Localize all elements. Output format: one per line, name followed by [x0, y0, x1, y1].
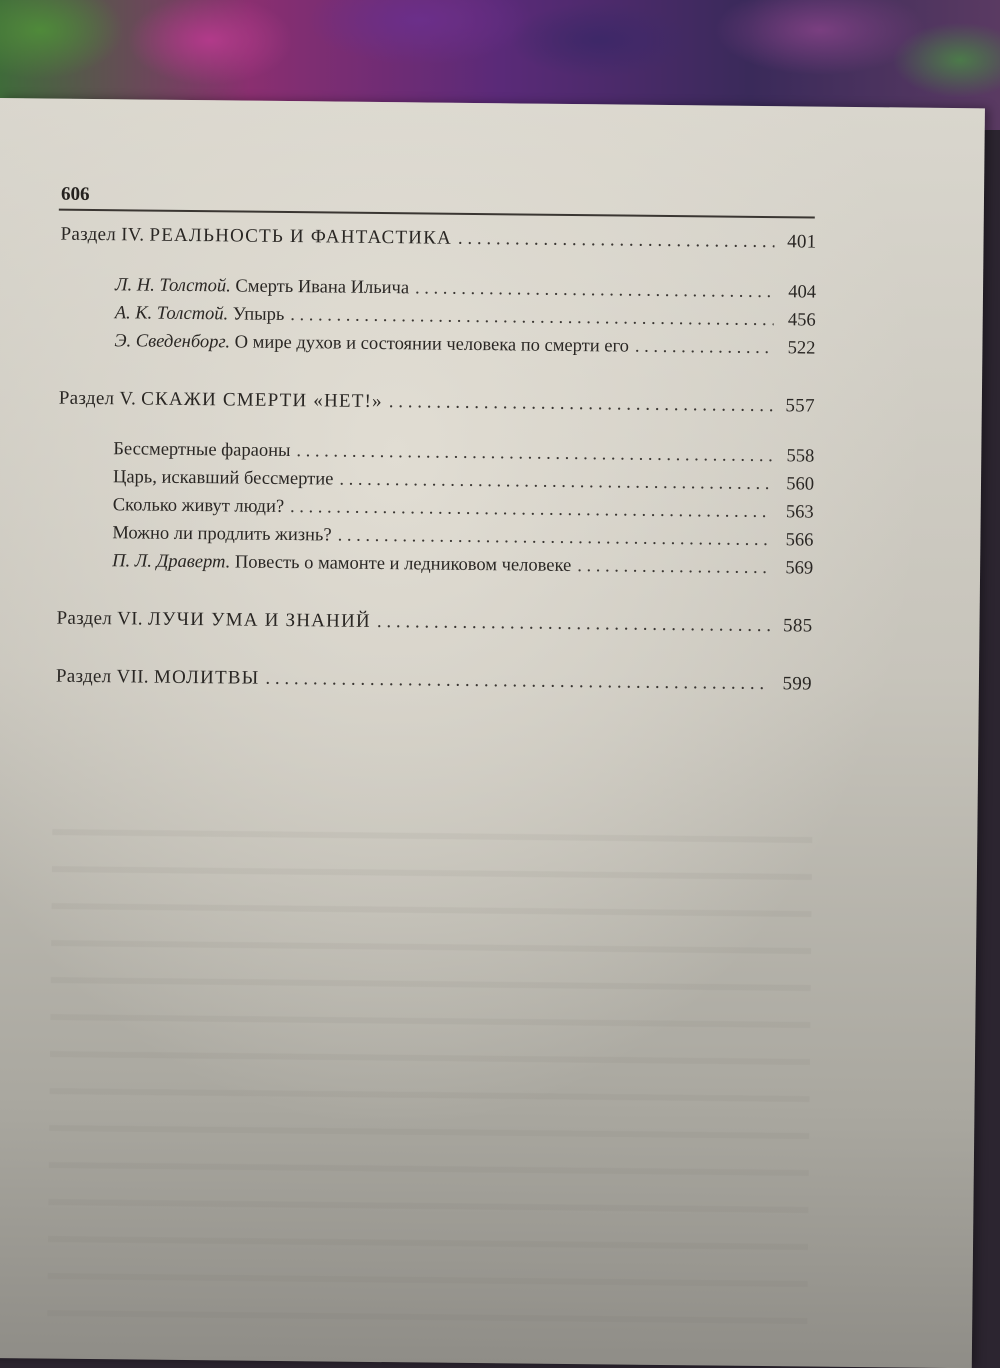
section-page: 401	[787, 231, 817, 253]
entry-author: Э. Сведенборг.	[114, 331, 231, 353]
section-label: Раздел IV.	[60, 223, 145, 246]
book-page	[0, 98, 985, 1368]
section-page: 585	[783, 615, 813, 637]
section-label: Раздел VII.	[55, 665, 149, 688]
entry-page: 569	[785, 558, 814, 579]
entry-author: А. К. Толстой.	[114, 303, 229, 325]
leader-dots	[337, 522, 771, 555]
section-page: 557	[785, 395, 815, 417]
section-page: 599	[782, 673, 813, 695]
entry-author: Л. Н. Толстой.	[114, 275, 231, 297]
entry-author: П. Л. Драверт.	[112, 551, 231, 573]
leader-dots	[635, 333, 774, 362]
entry-title: Бессмертные фараоны	[113, 439, 291, 462]
entry-title: Царь, искавший бессмертие	[112, 467, 334, 490]
entry-page: 522	[787, 338, 816, 359]
entry-title: Повесть о мамонте и ледниковом человеке	[234, 552, 572, 577]
leader-dots	[415, 274, 774, 306]
page-number: 606	[60, 183, 90, 205]
section-title: СКАЖИ СМЕРТИ «НЕТ!»	[141, 388, 383, 413]
entry-page: 560	[786, 474, 815, 495]
section-label: Раздел VI.	[56, 607, 143, 630]
entry-title: Можно ли продлить жизнь?	[112, 523, 332, 546]
show-through-text	[47, 799, 812, 1327]
section-title: МОЛИТВЫ	[153, 666, 260, 689]
entry-page: 566	[785, 530, 814, 551]
table-of-contents	[56, 221, 817, 699]
header-rule	[59, 209, 815, 219]
entry-title: Смерть Ивана Ильича	[235, 276, 410, 299]
entry-title: Упырь	[232, 304, 285, 325]
section-label: Раздел V.	[58, 387, 137, 410]
section-title: РЕАЛЬНОСТЬ И ФАНТАСТИКА	[149, 224, 453, 249]
entry-page: 404	[788, 282, 817, 303]
entry-title: О мире духов и состоянии человека по смерти его	[234, 332, 630, 357]
leader-dots	[577, 552, 771, 582]
entry-page: 456	[787, 310, 816, 331]
leader-dots	[339, 466, 772, 499]
section-title: ЛУЧИ УМА И ЗНАНИЙ	[147, 608, 371, 632]
entry-page: 558	[786, 446, 815, 467]
leader-dots	[265, 665, 770, 698]
leader-dots	[377, 608, 771, 640]
entry-title: Сколько живут люди?	[112, 495, 285, 517]
entry-page: 563	[785, 502, 814, 523]
leader-dots	[389, 388, 773, 420]
leader-dots	[458, 225, 775, 256]
